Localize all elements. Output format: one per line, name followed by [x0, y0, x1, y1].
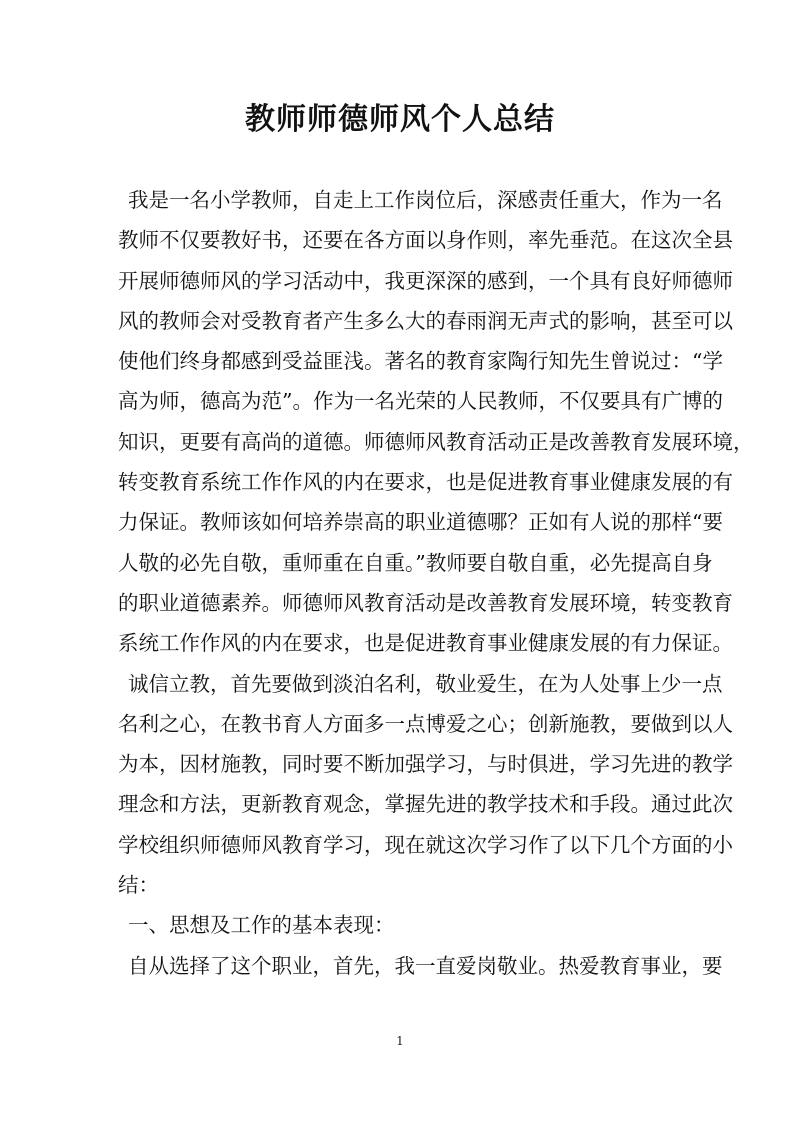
body-line: 人敬的必先自敬，重师重在自重。”教师要自敬自重，必先提高自身 [118, 550, 713, 575]
body-line: 知识，更要有高尚的道德。师德师风教育活动正是改善教育发展环境， [118, 429, 754, 454]
document-body [118, 180, 754, 986]
body-line: 力保证。教师该如何培养崇高的职业道德哪？正如有人说的那样“要 [118, 510, 723, 535]
body-line: 名利之心，在教书育人方面多一点博爱之心；创新施教，要做到以人 [118, 711, 733, 736]
body-line: 转变教育系统工作作风的内在要求，也是促进教育事业健康发展的有 [118, 470, 733, 495]
body-line: 风的教师会对受教育者产生多么大的春雨润无声式的影响，甚至可以 [118, 308, 733, 333]
body-line: 教师不仅要教好书，还要在各方面以身作则，率先垂范。在这次全县 [118, 228, 733, 253]
body-line: 结： [118, 873, 159, 898]
body-line: 系统工作作风的内在要求，也是促进教育事业健康发展的有力保证。 [118, 631, 733, 656]
body-line: 诚信立教，首先要做到淡泊名利，敬业爱生，在为人处事上少一点 [128, 671, 723, 696]
body-line: 理念和方法，更新教育观念，掌握先进的教学技术和手段。通过此次 [118, 792, 733, 817]
page-number: 1 [396, 1034, 404, 1048]
body-line: 开展师德师风的学习活动中，我更深深的感到，一个具有良好师德师 [118, 268, 733, 293]
body-line: 自从选择了这个职业，首先，我一直爱岗敬业。热爱教育事业，要 [128, 953, 723, 978]
section-heading: 一、思想及工作的基本表现： [128, 913, 395, 938]
body-line: 为本，因材施教，同时要不断加强学习，与时俱进，学习先进的教学 [118, 752, 733, 777]
document-title: 教师师德师风个人总结 [245, 102, 555, 137]
body-line: 高为师，德高为范”。作为一名光荣的人民教师，不仅要具有广博的 [118, 389, 723, 414]
body-line: 使他们终身都感到受益匪浅。著名的教育家陶行知先生曾说过：“学 [118, 349, 723, 374]
body-line: 的职业道德素养。师德师风教育活动是改善教育发展环境，转变教育 [118, 590, 733, 615]
body-line: 我是一名小学教师，自走上工作岗位后，深感责任重大，作为一名 [128, 188, 723, 212]
body-line: 学校组织师德师风教育学习，现在就这次学习作了以下几个方面的小 [118, 832, 733, 857]
